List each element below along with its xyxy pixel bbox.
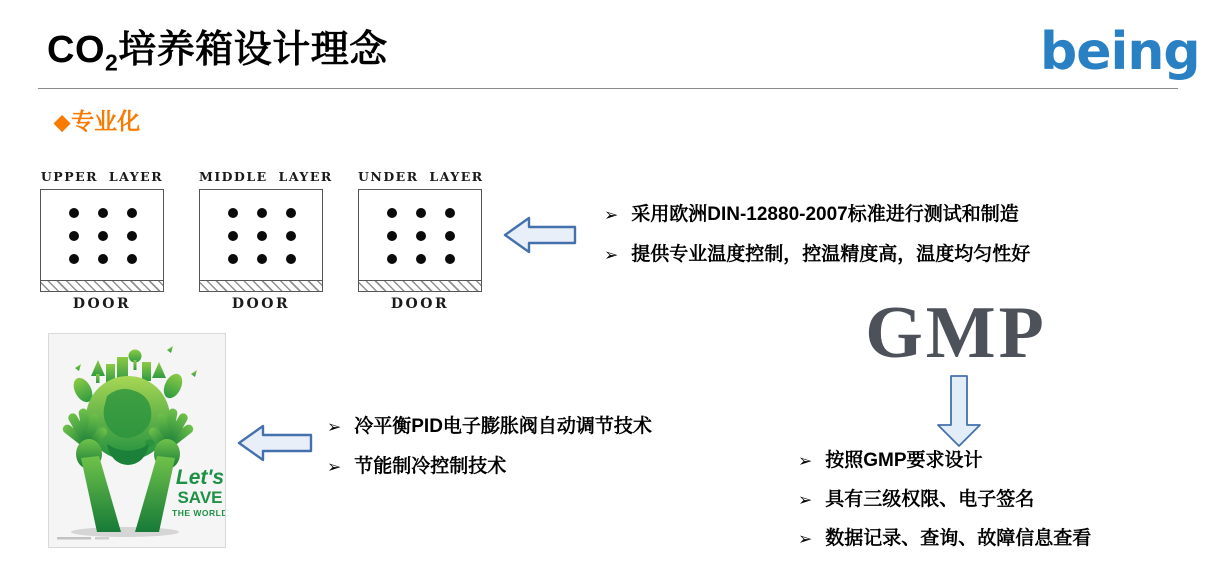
dot	[416, 231, 426, 241]
door-hatch-strip	[41, 280, 163, 291]
standards-bullet-list	[604, 201, 1030, 281]
gmp-heading: GMP	[865, 292, 1047, 374]
layer-diagram-under	[358, 169, 482, 312]
dot	[228, 231, 238, 241]
door-label: DOOR	[72, 296, 132, 312]
sensor-dot-grid	[200, 190, 322, 280]
header-divider	[38, 88, 1178, 89]
dot	[98, 231, 108, 241]
save-the-world-poster	[48, 333, 226, 548]
watermark	[57, 537, 91, 540]
left-arrow-icon	[237, 424, 313, 462]
dot	[445, 254, 455, 264]
dot	[387, 254, 397, 264]
dot	[69, 231, 79, 241]
sensor-dot-grid	[359, 190, 481, 280]
layer-box	[40, 189, 164, 292]
layer-box	[358, 189, 482, 292]
list-item	[604, 241, 1030, 269]
list-item	[798, 486, 1091, 514]
section-heading	[54, 103, 140, 136]
dot	[127, 254, 137, 264]
dot	[257, 231, 267, 241]
arrowhead-bullet-icon: ➢	[604, 205, 619, 225]
diamond-bullet-icon: ◆	[54, 111, 71, 134]
door-hatch-strip	[200, 280, 322, 291]
list-item	[327, 453, 652, 481]
dot	[69, 208, 79, 218]
layer-diagram-upper	[40, 169, 164, 312]
dot	[98, 254, 108, 264]
list-item	[798, 525, 1091, 553]
dot	[127, 231, 137, 241]
bullet-text: 采用欧洲DIN-12880-2007标准进行测试和制造	[631, 204, 1019, 225]
title-subscript: 2	[105, 49, 119, 76]
dot	[127, 208, 137, 218]
cooling-bullet-list	[327, 413, 652, 493]
section-heading-label: 专业化	[71, 108, 141, 134]
list-item	[604, 201, 1030, 229]
left-arrow-icon	[503, 216, 577, 254]
dot	[416, 208, 426, 218]
brand-logo: being	[1040, 22, 1200, 82]
poster-text-world: THE WORLD	[172, 508, 225, 518]
bullet-text: 节能制冷控制技术	[354, 456, 507, 477]
dot	[387, 231, 397, 241]
title-prefix: CO	[47, 29, 105, 71]
list-item	[798, 447, 1091, 475]
bullet-text: 按照GMP要求设计	[825, 450, 983, 471]
arrowhead-bullet-icon: ➢	[327, 417, 342, 437]
door-label: DOOR	[390, 296, 450, 312]
dot	[286, 254, 296, 264]
down-arrow-icon	[936, 375, 982, 448]
layer-box	[199, 189, 323, 292]
dot	[445, 231, 455, 241]
dot	[69, 254, 79, 264]
bullet-text: 具有三级权限、电子签名	[825, 489, 1035, 510]
dot	[286, 231, 296, 241]
gmp-bullet-list	[798, 447, 1091, 564]
dot	[257, 208, 267, 218]
hands-holding-earth-illustration	[49, 334, 225, 547]
arrowhead-bullet-icon: ➢	[798, 529, 813, 549]
door-label: DOOR	[231, 296, 291, 312]
layer-diagram-middle	[199, 169, 333, 312]
arrowhead-bullet-icon: ➢	[798, 490, 813, 510]
poster-text-lets: Let's	[175, 466, 225, 489]
title-rest: 培养箱设计理念	[118, 29, 388, 71]
layer-title: UNDER LAYER	[358, 169, 484, 184]
dot	[98, 208, 108, 218]
bullet-text: 数据记录、查询、故障信息查看	[825, 528, 1092, 549]
door-hatch-strip	[359, 280, 481, 291]
dot	[387, 208, 397, 218]
dot	[445, 208, 455, 218]
watermark	[95, 537, 109, 540]
arrowhead-bullet-icon: ➢	[798, 451, 813, 471]
dot	[228, 254, 238, 264]
poster-text-save: SAVE	[177, 488, 223, 507]
arrowhead-bullet-icon: ➢	[327, 457, 342, 477]
page-title	[47, 18, 388, 76]
layer-title: MIDDLE LAYER	[199, 169, 333, 184]
dot	[228, 208, 238, 218]
sensor-dot-grid	[41, 190, 163, 280]
bullet-text: 冷平衡PID电子膨胀阀自动调节技术	[354, 416, 652, 437]
list-item	[327, 413, 652, 441]
layer-title: UPPER LAYER	[40, 169, 164, 184]
bullet-text: 提供专业温度控制，控温精度高，温度均匀性好	[631, 244, 1031, 265]
dot	[416, 254, 426, 264]
arrowhead-bullet-icon: ➢	[604, 245, 619, 265]
dot	[286, 208, 296, 218]
dot	[257, 254, 267, 264]
